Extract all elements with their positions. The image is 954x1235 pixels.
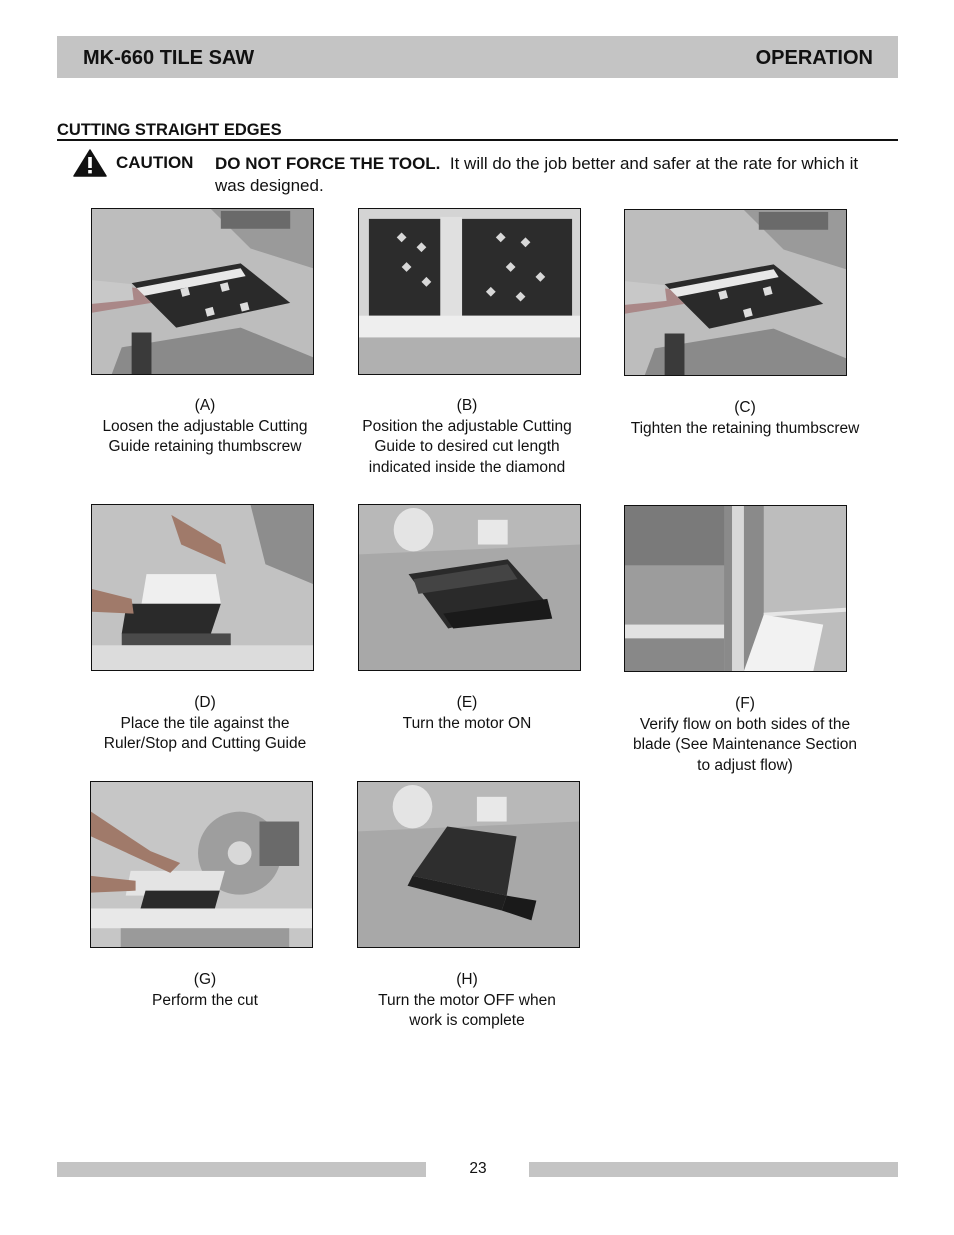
caption-line: Tighten the retaining thumbscrew bbox=[630, 419, 860, 437]
caption-line: indicated inside the diamond bbox=[368, 458, 566, 476]
caption-line: Perform the cut bbox=[152, 991, 258, 1009]
header-bar bbox=[57, 36, 898, 78]
caption-step-f bbox=[620, 694, 870, 776]
footer-bar-left bbox=[57, 1162, 426, 1177]
caption-step-c bbox=[620, 398, 870, 439]
caption-line: Place the tile against the bbox=[120, 714, 290, 732]
photo-step-f bbox=[624, 505, 847, 672]
caution-message bbox=[215, 153, 885, 197]
photo-step-d bbox=[91, 504, 314, 671]
caption-line: Turn the motor ON bbox=[402, 714, 532, 732]
caption-line: to adjust flow) bbox=[697, 756, 793, 774]
caution-body-text: It will do the job better and safer at the rate for which it was designed. bbox=[215, 154, 859, 195]
caption-line: Guide retaining thumbscrew bbox=[108, 438, 302, 455]
warning-triangle-icon bbox=[73, 149, 107, 177]
caption-step-g bbox=[80, 970, 330, 1011]
caption-letter: (A) bbox=[194, 397, 216, 414]
caption-letter: (D) bbox=[194, 694, 216, 711]
caption-line: Guide to desired cut length bbox=[374, 438, 560, 455]
manual-title: MK-660 TILE SAW bbox=[83, 47, 255, 69]
caption-letter: (F) bbox=[735, 695, 755, 712]
photo-step-c bbox=[624, 209, 847, 376]
caption-line: Turn the motor OFF when bbox=[378, 991, 556, 1009]
caption-line: Verify flow on both sides of the bbox=[639, 715, 851, 733]
caption-step-b bbox=[342, 396, 592, 478]
caption-letter: (E) bbox=[456, 694, 478, 711]
caption-line: Ruler/Stop and Cutting Guide bbox=[103, 735, 307, 752]
section-heading: CUTTING STRAIGHT EDGES bbox=[57, 121, 282, 139]
caption-letter: (G) bbox=[193, 971, 217, 988]
caption-line: Loosen the adjustable Cutting bbox=[102, 417, 308, 435]
caption-step-e bbox=[342, 693, 592, 734]
photo-step-e bbox=[358, 504, 581, 671]
caption-line: work is complete bbox=[409, 1012, 525, 1029]
caption-letter: (B) bbox=[456, 397, 478, 414]
caption-line: Position the adjustable Cutting bbox=[362, 417, 572, 435]
caption-step-a bbox=[80, 396, 330, 458]
photo-step-h bbox=[357, 781, 580, 948]
caption-letter: (C) bbox=[734, 399, 756, 416]
section-title: OPERATION bbox=[755, 47, 873, 69]
footer-bar-right bbox=[529, 1162, 898, 1177]
caption-letter: (H) bbox=[456, 971, 478, 988]
caution-bold-text: DO NOT FORCE THE TOOL. bbox=[215, 154, 441, 173]
photo-step-g bbox=[90, 781, 313, 948]
caution-label: CAUTION bbox=[116, 153, 194, 172]
page-number: 23 bbox=[469, 1160, 487, 1177]
caption-step-d bbox=[80, 693, 330, 755]
photo-step-a bbox=[91, 208, 314, 375]
caption-step-h bbox=[342, 970, 592, 1032]
caption-line: blade (See Maintenance Section bbox=[632, 736, 858, 753]
photo-step-b bbox=[358, 208, 581, 375]
section-divider bbox=[57, 139, 898, 141]
